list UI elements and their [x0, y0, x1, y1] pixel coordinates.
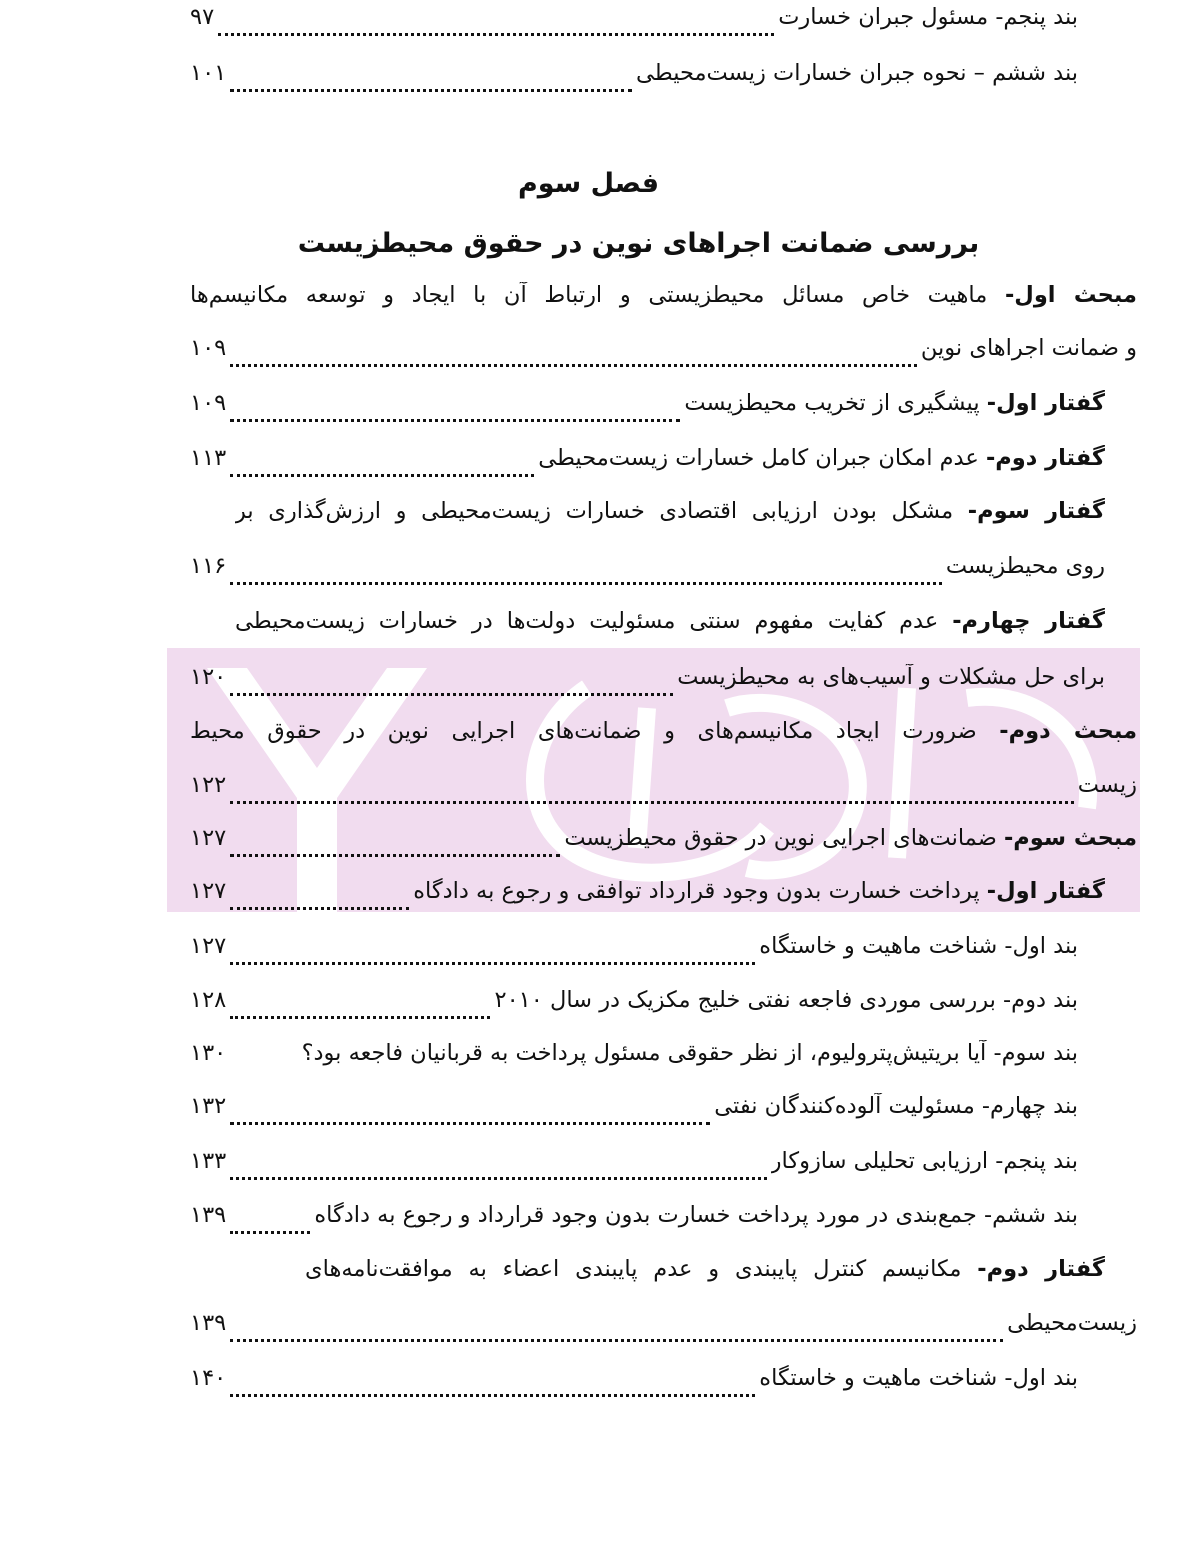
entry-title — [413, 878, 1105, 904]
toc-entry[interactable] — [190, 878, 1105, 918]
entry-text: بند سوم- آیا بریتیش‌پترولیوم، از نظر حقوقی مسئول پرداخت به قربانیان فاجعه بود؟ — [301, 1040, 1078, 1066]
entry-title — [538, 445, 1105, 471]
page-number: ۱۳۲ — [190, 1093, 227, 1119]
entry-text: بند دوم- بررسی موردی فاجعه نفتی خلیج مکزیک در سال ۲۰۱۰ — [494, 987, 1078, 1013]
entry-heading-label: گفتار دوم- — [977, 1256, 1105, 1282]
entry-text: پرداخت خسارت بدون وجود قرارداد توافقی و رجوع به دادگاه — [413, 878, 987, 904]
toc-entry[interactable] — [190, 772, 1137, 812]
chapter-title: بررسی ضمانت اجراهای نوین در حقوق محیطزیست — [297, 228, 980, 259]
page-number: ۹۷ — [190, 4, 215, 30]
toc-entry[interactable] — [190, 60, 1078, 100]
dot-leader — [230, 854, 560, 857]
page-number: ۱۰۱ — [190, 60, 227, 86]
entry-text: پیشگیری از تخریب محیطزیست — [684, 390, 987, 416]
entry-title — [714, 1093, 1078, 1119]
entry-text: روی محیطزیست — [945, 553, 1105, 579]
entry-title — [684, 390, 1105, 416]
dot-leader — [230, 962, 755, 965]
entry-text: و ضمانت اجراهای نوین — [920, 335, 1137, 361]
page-number: ۱۰۹ — [190, 390, 227, 416]
entry-title — [494, 987, 1078, 1013]
toc-entry[interactable] — [190, 1040, 1078, 1080]
dot-leader — [230, 1016, 490, 1019]
entry-title — [314, 1202, 1078, 1228]
chapter-label: فصل سوم — [517, 168, 660, 199]
dot-leader — [230, 907, 409, 910]
dot-leader — [230, 1231, 310, 1234]
dot-leader — [230, 801, 1073, 804]
dot-leader — [230, 419, 680, 422]
dot-leader — [230, 693, 673, 696]
dot-leader — [230, 1177, 766, 1180]
entry-text: برای حل مشکلات و آسیب‌های به محیطزیست — [677, 664, 1105, 690]
entry-text: عدم کفایت مفهوم سنتی مسئولیت دولت‌ها در خسارات زیست‌محیطی — [235, 608, 953, 634]
entry-title — [771, 1148, 1078, 1174]
entry-heading-label: گفتار اول- — [986, 390, 1105, 416]
entry-title — [190, 718, 1137, 744]
toc-entry[interactable] — [305, 1256, 1105, 1296]
dot-leader — [230, 474, 534, 477]
entry-text: ضمانت‌های اجرایی نوین در حقوق محیطزیست — [564, 825, 1004, 851]
page-number: ۱۳۹ — [190, 1202, 227, 1228]
entry-text: زیست — [1077, 772, 1137, 798]
toc-entry[interactable] — [190, 1148, 1078, 1188]
entry-text: بند ششم- جمع‌بندی در مورد پرداخت خسارت بدون وجود قرارداد و رجوع به دادگاه — [314, 1202, 1078, 1228]
page-number: ۱۲۷ — [190, 878, 227, 904]
entry-text: بند اول- شناخت ماهیت و خاستگاه — [759, 933, 1078, 959]
entry-heading-label: گفتار سوم- — [967, 498, 1105, 524]
dot-leader — [230, 1394, 755, 1397]
entry-text: مکانیسم کنترل پایبندی و عدم پایبندی اعضاء به موافقت‌نامه‌های — [305, 1256, 978, 1282]
entry-text: بند اول- شناخت ماهیت و خاستگاه — [759, 1365, 1078, 1391]
toc-entry[interactable] — [190, 445, 1105, 485]
toc-entry[interactable] — [235, 608, 1105, 648]
entry-title — [677, 664, 1105, 690]
entry-heading-label: گفتار اول- — [986, 878, 1105, 904]
entry-text: مشکل بودن ارزیابی اقتصادی خسارات زیست‌محیطی و ارزش‌گذاری بر — [235, 498, 968, 524]
entry-text: عدم امکان جبران کامل خسارات زیست‌محیطی — [538, 445, 986, 471]
entry-title — [235, 608, 1105, 634]
entry-text: بند چهارم- مسئولیت آلوده‌کنندگان نفتی — [714, 1093, 1078, 1119]
toc-entry[interactable] — [190, 1365, 1078, 1405]
page-number: ۱۱۶ — [190, 553, 227, 579]
toc-entry[interactable] — [190, 1202, 1078, 1242]
entry-title — [946, 553, 1105, 579]
page-number: ۱۲۸ — [190, 987, 227, 1013]
toc-entry[interactable] — [190, 335, 1137, 375]
entry-title — [305, 1256, 1105, 1282]
entry-title — [235, 498, 1105, 524]
toc-entry[interactable] — [190, 390, 1105, 430]
entry-title — [636, 60, 1078, 86]
dot-leader — [230, 364, 917, 367]
toc-entry[interactable] — [190, 4, 1078, 44]
page-number: ۱۳۹ — [190, 1310, 227, 1336]
entry-title — [1007, 1310, 1137, 1336]
entry-heading-label: مبحث سوم- — [1003, 825, 1137, 851]
page-number: ۱۴۰ — [190, 1365, 227, 1391]
toc-entry[interactable] — [190, 1093, 1078, 1133]
dot-leader — [218, 33, 774, 36]
entry-heading-label: گفتار چهارم- — [952, 608, 1105, 634]
entry-title — [302, 1040, 1078, 1066]
page-number: ۱۳۰ — [190, 1040, 227, 1066]
page-number: ۱۳۳ — [190, 1148, 227, 1174]
entry-text: زیست‌محیطی — [1007, 1310, 1137, 1336]
entry-title — [778, 4, 1078, 30]
entry-text: ماهیت خاص مسائل محیطزیستی و ارتباط آن با ایجاد و توسعه مکانیسم‌ها — [190, 282, 1005, 308]
entry-text: بند پنجم- ارزیابی تحلیلی سازوکار — [770, 1148, 1078, 1174]
entry-title — [564, 825, 1137, 851]
page-number: ۱۰۹ — [190, 335, 227, 361]
page-number: ۱۲۰ — [190, 664, 227, 690]
dot-leader — [230, 1339, 1003, 1342]
page-number: ۱۱۳ — [190, 445, 227, 471]
page-number: ۱۲۷ — [190, 933, 227, 959]
dot-leader — [230, 1122, 710, 1125]
entry-title — [190, 282, 1137, 308]
toc-entry[interactable] — [190, 282, 1137, 322]
dot-leader — [230, 582, 942, 585]
toc-entry[interactable] — [190, 553, 1105, 593]
entry-heading-label: مبحث اول- — [1004, 282, 1137, 308]
entry-text: بند پنجم- مسئول جبران خسارت — [778, 4, 1078, 30]
toc-entry[interactable] — [190, 987, 1078, 1027]
entry-title — [759, 1365, 1078, 1391]
toc-entry[interactable] — [190, 664, 1105, 704]
entry-title — [759, 933, 1078, 959]
entry-text: ضرورت ایجاد مکانیسم‌های و ضمانت‌های اجرایی نوین در حقوق محیط — [190, 718, 1000, 744]
toc-entry[interactable] — [190, 933, 1078, 973]
page-number: ۱۲۷ — [190, 825, 227, 851]
toc-entry[interactable] — [190, 825, 1137, 865]
toc-entry[interactable] — [190, 718, 1137, 758]
entry-title — [921, 335, 1137, 361]
entry-heading-label: گفتار دوم- — [985, 445, 1105, 471]
toc-entry[interactable] — [235, 498, 1105, 538]
page-number: ۱۲۲ — [190, 772, 227, 798]
entry-heading-label: مبحث دوم- — [999, 718, 1137, 744]
toc-entry[interactable] — [190, 1310, 1137, 1350]
dot-leader — [230, 89, 632, 92]
entry-title — [1078, 772, 1137, 798]
entry-text: بند ششم – نحوه جبران خسارات زیست‌محیطی — [635, 60, 1078, 86]
